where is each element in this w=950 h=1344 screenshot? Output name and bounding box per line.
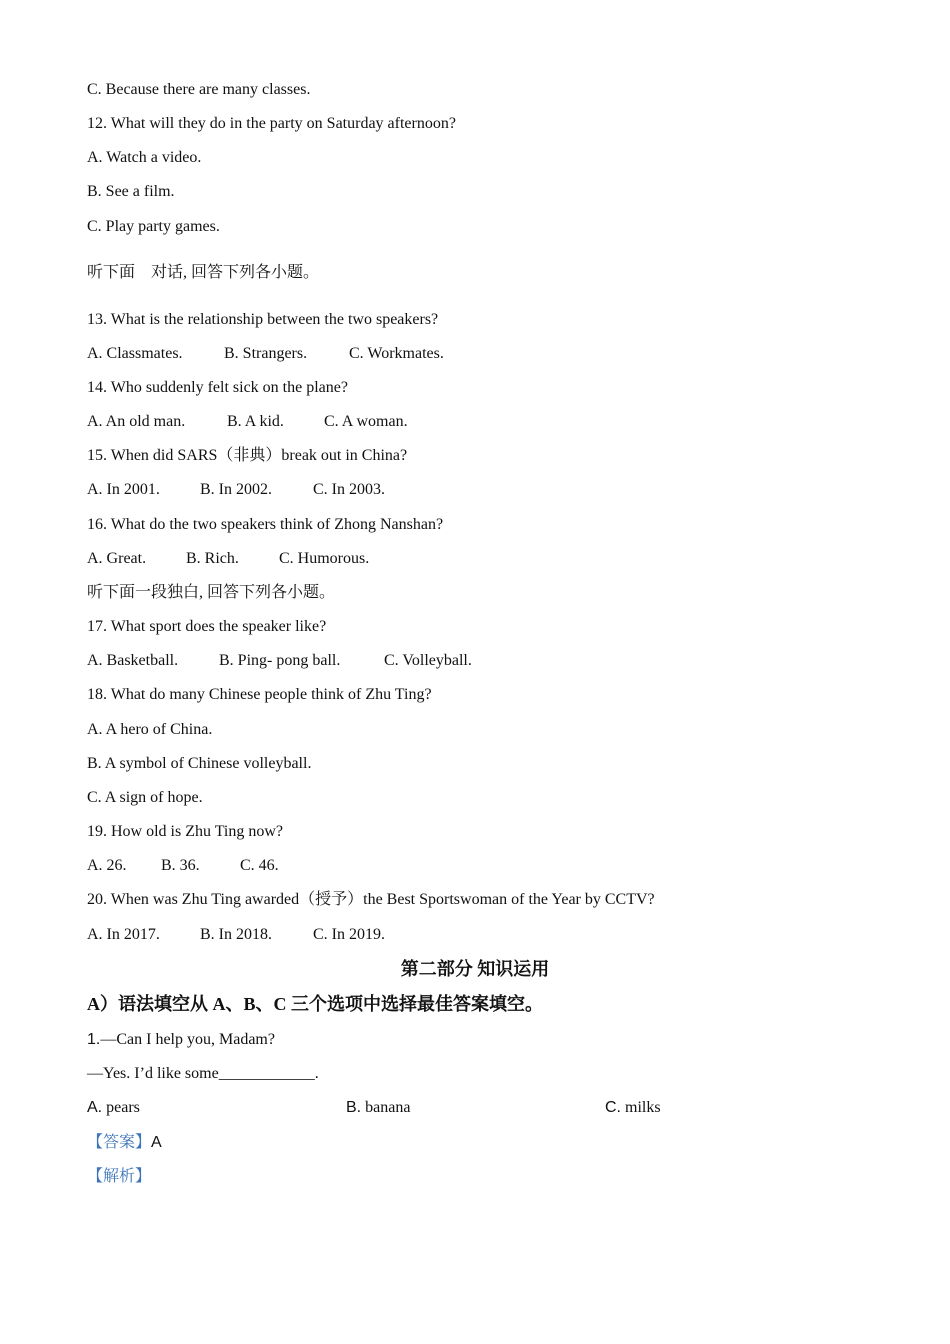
q16-question: 16. What do the two speakers think of Zhong Nanshan?: [87, 516, 444, 533]
q20-question: 20. When was Zhu Ting awarded（授予）the Best Sportswoman of the Year by CCTV?: [87, 891, 655, 908]
q20-option-b: B. In 2018.: [200, 926, 272, 943]
q14-question: 14. Who suddenly felt sick on the plane?: [87, 379, 348, 396]
q16-option-a: A. Great.: [87, 550, 147, 567]
grammar-section-title: A）语法填空从 A、B、C 三个选项中选择最佳答案填空。: [87, 994, 544, 1014]
option-letter: B.: [346, 1099, 362, 1116]
q15-option-c: C. In 2003.: [313, 481, 385, 498]
q18-option-b: B. A symbol of Chinese volleyball.: [87, 755, 312, 772]
q15-option-a: A. In 2001.: [87, 481, 160, 498]
q13-question: 13. What is the relationship between the two speakers?: [87, 311, 439, 328]
p2-q1-line: [87, 1030, 275, 1050]
q16-option-b: B. Rich.: [186, 550, 239, 567]
q18-option-c: C. A sign of hope.: [87, 789, 203, 806]
q18-option-a: A. A hero of China.: [87, 721, 213, 738]
p2-q1-number: 1.: [87, 1031, 101, 1048]
q18-question: 18. What do many Chinese people think of Zhu Ting?: [87, 686, 432, 703]
p2-q1-option-a: [87, 1098, 346, 1118]
p2-q1-option-c: [605, 1098, 661, 1118]
p2-q1-options: [87, 1098, 661, 1118]
q12-option-a: A. Watch a video.: [87, 149, 202, 166]
option-letter: A.: [87, 1099, 103, 1116]
q16-options: [87, 549, 369, 569]
answer-value: A: [151, 1134, 162, 1151]
p2-q1-option-b: [346, 1098, 605, 1118]
option-text: banana: [365, 1099, 411, 1116]
q14-option-a: A. An old man.: [87, 413, 186, 430]
q12-option-b: B. See a film.: [87, 183, 175, 200]
q19-option-b: B. 36.: [161, 857, 200, 874]
q15-option-b: B. In 2002.: [200, 481, 272, 498]
q17-options: [87, 651, 472, 671]
q17-question: 17. What sport does the speaker like?: [87, 618, 327, 635]
q13-options: [87, 344, 444, 364]
q13-option-c: C. Workmates.: [349, 345, 444, 362]
q19-options: [87, 856, 279, 876]
q19-option-a: A. 26.: [87, 857, 127, 874]
option-letter: C.: [605, 1099, 621, 1116]
listening-instruction-dialogue: 听下面 对话, 回答下列各小题。: [87, 264, 320, 281]
q20-option-a: A. In 2017.: [87, 926, 160, 943]
option-text: milks: [625, 1099, 661, 1116]
answer-line: [87, 1133, 162, 1153]
q19-question: 19. How old is Zhu Ting now?: [87, 823, 284, 840]
listening-instruction-monologue: 听下面一段独白, 回答下列各小题。: [87, 584, 336, 601]
q17-option-a: A. Basketball.: [87, 652, 179, 669]
q15-options: [87, 480, 385, 500]
q20-options: [87, 925, 385, 945]
q13-option-b: B. Strangers.: [224, 345, 308, 362]
q13-option-a: A. Classmates.: [87, 345, 183, 362]
part-two-heading: 第二部分 知识运用: [400, 959, 550, 979]
q12-option-c: C. Play party games.: [87, 218, 220, 235]
p2-q1-reply: —Yes. I’d like some____________.: [87, 1065, 319, 1082]
p2-q1-question: —Can I help you, Madam?: [100, 1031, 275, 1048]
q20-option-c: C. In 2019.: [313, 926, 385, 943]
answer-label: 【答案】: [87, 1134, 152, 1151]
q16-option-c: C. Humorous.: [279, 550, 370, 567]
q14-option-b: B. A kid.: [227, 413, 284, 430]
q14-options: [87, 412, 408, 432]
q17-option-c: C. Volleyball.: [384, 652, 472, 669]
q14-option-c: C. A woman.: [324, 413, 408, 430]
analysis-label: 【解析】: [87, 1168, 152, 1185]
q12-question: 12. What will they do in the party on Saturday afternoon?: [87, 115, 456, 132]
q17-option-b: B. Ping- pong ball.: [219, 652, 341, 669]
q19-option-c: C. 46.: [240, 857, 279, 874]
q15-question: 15. When did SARS（非典）break out in China?: [87, 447, 408, 464]
option-text: pears: [106, 1099, 140, 1116]
q11-option-c: C. Because there are many classes.: [87, 81, 311, 98]
